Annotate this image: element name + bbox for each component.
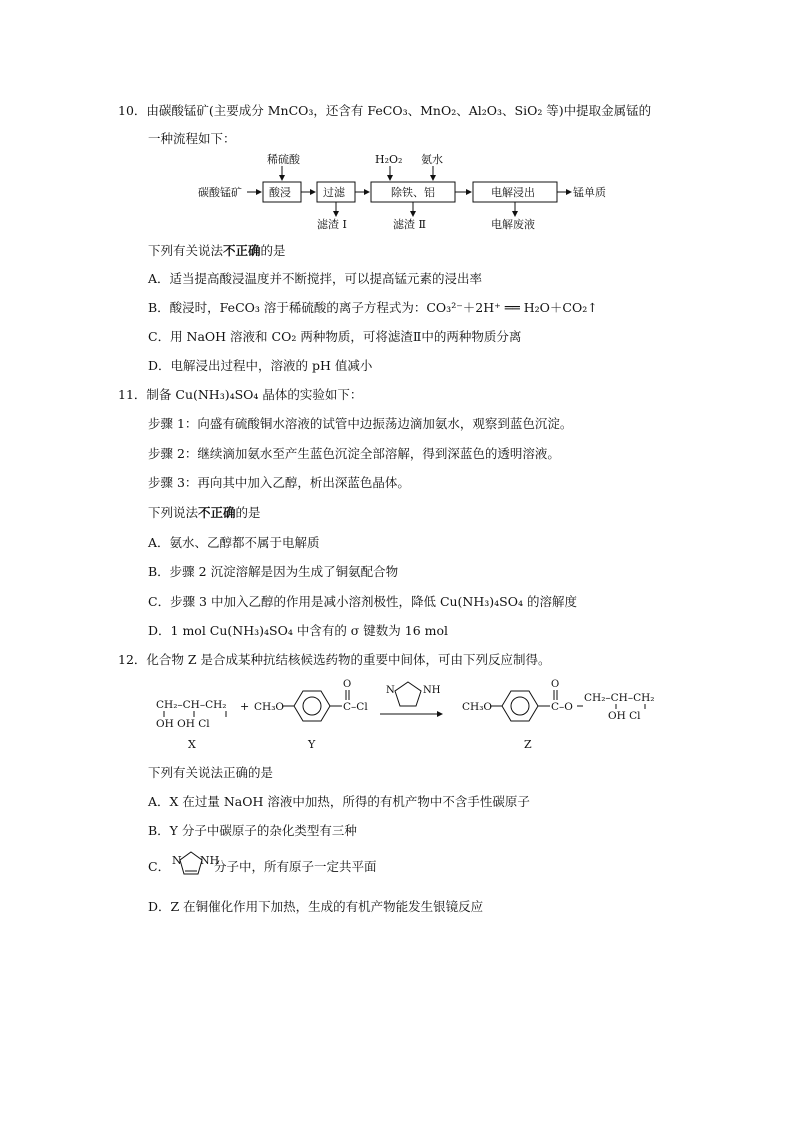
flow-residue-1: 滤渣 Ⅰ (317, 218, 347, 231)
flow-step-leach: 酸浸 (269, 186, 291, 199)
z-benzene-ring (502, 691, 538, 721)
imidazole-nh: NH (423, 685, 441, 696)
flow-waste-liquid: 电解废液 (491, 218, 535, 231)
q12-option-b: B．Y 分子中碳原子的杂化类型有三种 (148, 823, 357, 838)
q10-prompt: 下列有关说法不正确的是 (148, 243, 286, 258)
flow-reagent-sulfuric: 稀硫酸 (267, 153, 300, 166)
q10-stem-line1: 10．由碳酸锰矿(主要成分 MnCO₃，还含有 FeCO₃、MnO₂、Al₂O₃、SiO₂ 等)中提取金属锰的 (118, 103, 652, 118)
flow-start: 碳酸锰矿 (198, 186, 242, 199)
y-acyl-chloride: C–Cl (343, 701, 368, 713)
q12-prompt: 下列有关说法正确的是 (148, 765, 274, 780)
x-substituents: OH OH Cl (156, 718, 210, 730)
z-methoxy: CH₃O (462, 701, 493, 713)
flow-reagent-h2o2: H₂O₂ (375, 153, 403, 166)
optc-n: N (172, 854, 182, 867)
q11-step-1: 步骤 1：向盛有硫酸铜水溶液的试管中边振荡边滴加氨水，观察到蓝色沉淀。 (148, 416, 573, 431)
z-ester: C–O (551, 701, 573, 713)
imidazole-catalyst-icon (395, 682, 421, 706)
q12-option-c-text: 分子中，所有原子一定共平面 (214, 859, 377, 874)
flow-residue-2: 滤渣 Ⅱ (393, 218, 426, 231)
label-y: Y (308, 738, 316, 751)
y-benzene-ring (294, 691, 330, 721)
q12-reaction-scheme (150, 676, 660, 756)
flow-step-electrolysis: 电解浸出 (491, 186, 535, 199)
q11-step-3: 步骤 3：再向其中加入乙醇，析出深蓝色晶体。 (148, 475, 410, 490)
q11-step-2: 步骤 2：继续滴加氨水至产生蓝色沉淀全部溶解，得到深蓝色的透明溶液。 (148, 446, 560, 461)
label-x: X (188, 738, 196, 751)
q10-option-c: C．用 NaOH 溶液和 CO₂ 两种物质，可将滤渣Ⅱ中的两种物质分离 (148, 329, 522, 344)
imidazole-n: N (386, 685, 395, 696)
q12-option-d: D．Z 在铜催化作用下加热，生成的有机产物能发生银镜反应 (148, 899, 484, 914)
q11-option-d: D．1 mol Cu(NH₃)₄SO₄ 中含有的 σ 键数为 16 mol (148, 623, 449, 638)
x-chain: CH₂–CH–CH₂ (156, 699, 227, 711)
flow-product: 锰单质 (573, 186, 606, 199)
q10-option-d: D．电解浸出过程中，溶液的 pH 值减小 (148, 358, 373, 373)
z-substituents: OH Cl (608, 710, 641, 722)
q10-stem-line2: 一种流程如下： (148, 131, 236, 146)
q10-option-b: B．酸浸时，FeCO₃ 溶于稀硫酸的离子方程式为：CO₃²⁻＋2H⁺ ══ H₂O＋CO₂↑ (148, 300, 598, 315)
q11-option-c: C．步骤 3 中加入乙醇的作用是减小溶剂极性，降低 Cu(NH₃)₄SO₄ 的溶解度 (148, 594, 577, 609)
flow-step-remove-fe-al: 除铁、铝 (391, 186, 435, 199)
label-z: Z (524, 738, 532, 751)
y-methoxy: CH₃O (254, 701, 285, 713)
q11-prompt: 下列说法不正确的是 (148, 505, 261, 520)
q12-option-c-imidazole-icon (170, 848, 220, 884)
q11-option-a: A．氨水、乙醇都不属于电解质 (148, 535, 320, 550)
z-chain: CH₂–CH–CH₂ (584, 692, 655, 704)
flow-reagent-ammonia: 氨水 (421, 153, 443, 166)
q10-option-a: A．适当提高酸浸温度并不断搅拌，可以提高锰元素的浸出率 (148, 271, 483, 286)
plus-sign: + (240, 700, 250, 713)
q10-flowchart (195, 152, 625, 232)
y-carbonyl-o: O (343, 679, 352, 690)
q11-option-b: B．步骤 2 沉淀溶解是因为生成了铜氨配合物 (148, 564, 399, 579)
q12-stem: 12．化合物 Z 是合成某种抗结核候选药物的重要中间体，可由下列反应制得。 (118, 652, 551, 667)
optc-nh: NH (200, 854, 220, 867)
flow-step-filter: 过滤 (323, 186, 345, 199)
q12-option-c-prefix: C． (148, 859, 171, 874)
q11-stem: 11．制备 Cu(NH₃)₄SO₄ 晶体的实验如下： (118, 387, 363, 402)
z-carbonyl-o: O (551, 679, 560, 690)
q12-option-a: A．X 在过量 NaOH 溶液中加热，所得的有机产物中不含手性碳原子 (148, 794, 530, 809)
